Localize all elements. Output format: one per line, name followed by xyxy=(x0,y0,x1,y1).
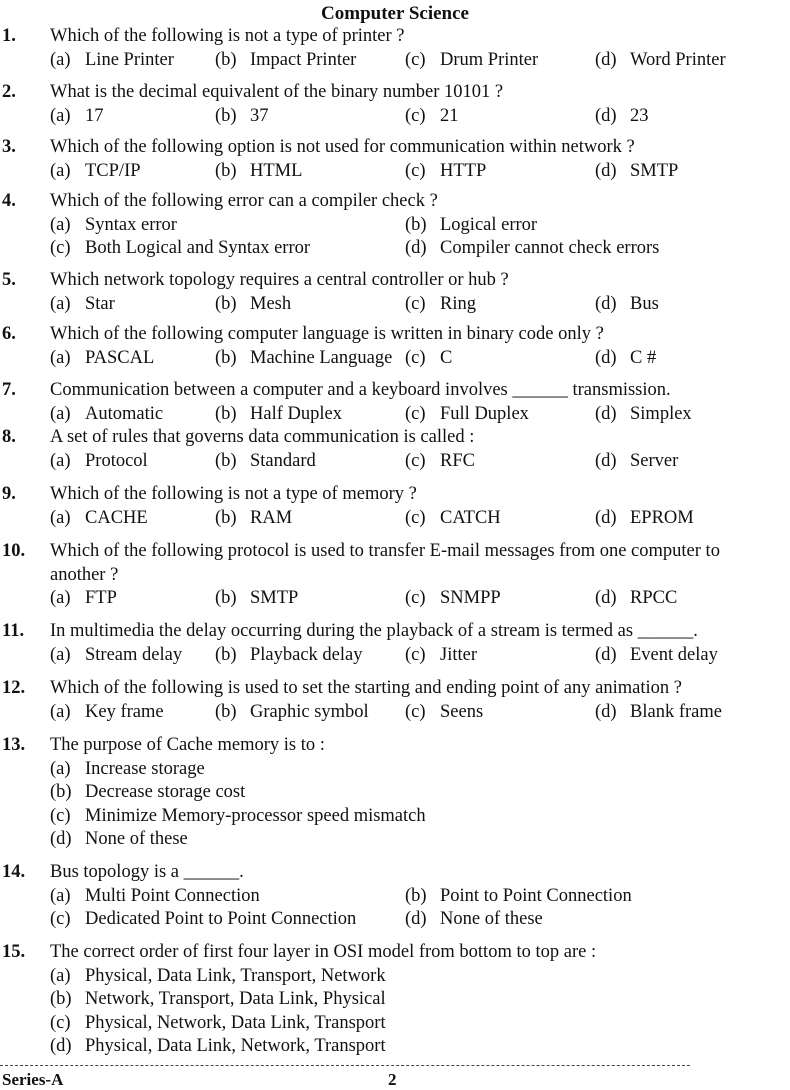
option-letter: (d) xyxy=(595,347,617,368)
answer-option xyxy=(405,645,477,666)
option-letter: (b) xyxy=(215,105,237,126)
answer-option xyxy=(50,161,141,182)
answer-option xyxy=(50,238,310,259)
answer-option xyxy=(215,161,302,182)
question-text: another ? xyxy=(50,564,119,585)
option-letter: (b) xyxy=(215,644,237,665)
answer-option xyxy=(50,1036,386,1057)
option-text: CACHE xyxy=(85,507,148,528)
option-text: Automatic xyxy=(85,403,164,424)
answer-option xyxy=(405,294,476,315)
option-text: Line Printer xyxy=(85,49,174,70)
question-number: 1. xyxy=(2,26,16,46)
answer-option xyxy=(50,782,245,803)
option-text: Stream delay xyxy=(85,644,183,665)
option-text: Mesh xyxy=(250,293,292,314)
question-number: 14. xyxy=(2,862,26,882)
answer-option xyxy=(50,106,104,127)
option-text: Logical error xyxy=(440,214,538,235)
answer-option xyxy=(595,451,678,472)
option-letter: (b) xyxy=(215,160,237,181)
option-text: None of these xyxy=(85,829,188,849)
option-text: EPROM xyxy=(630,507,694,528)
option-letter: (a) xyxy=(50,105,71,126)
question-number: 3. xyxy=(2,137,16,157)
option-letter: (c) xyxy=(50,805,71,826)
answer-option xyxy=(50,404,163,425)
footer-divider xyxy=(0,1065,690,1066)
option-letter: (c) xyxy=(405,160,426,181)
option-text: SMTP xyxy=(630,160,679,181)
answer-option xyxy=(405,238,659,259)
answer-option xyxy=(50,348,154,369)
answer-option xyxy=(595,294,659,315)
question-text: What is the decimal equivalent of the binary number 10101 ? xyxy=(50,82,504,102)
option-text: Full Duplex xyxy=(440,403,529,424)
option-text: Protocol xyxy=(85,450,148,471)
question-number: 13. xyxy=(2,735,26,755)
option-text: Bus xyxy=(630,293,659,314)
answer-option xyxy=(405,161,486,182)
option-letter: (b) xyxy=(215,293,237,314)
question-text: Which of the following error can a compiler check ? xyxy=(50,191,438,211)
option-text: Increase storage xyxy=(85,758,205,779)
question-text: A set of rules that governs data communication is called : xyxy=(50,427,475,447)
question-text: Which of the following option is not used for communication within network ? xyxy=(50,137,635,157)
option-text: 17 xyxy=(85,105,104,126)
option-letter: (c) xyxy=(50,238,71,258)
answer-option xyxy=(50,806,426,827)
option-letter: (c) xyxy=(405,588,426,608)
option-letter: (b) xyxy=(215,49,237,70)
answer-option xyxy=(595,106,649,127)
option-text: SMTP xyxy=(250,588,299,608)
page-title: Computer Science xyxy=(321,3,469,24)
option-letter: (c) xyxy=(405,49,426,70)
option-letter: (d) xyxy=(595,450,617,471)
option-text: RFC xyxy=(440,450,475,471)
option-letter: (c) xyxy=(405,293,426,314)
option-text: Jitter xyxy=(440,644,477,665)
answer-option xyxy=(405,886,632,907)
option-text: Syntax error xyxy=(85,214,177,235)
answer-option xyxy=(405,404,529,425)
option-letter: (a) xyxy=(50,293,71,314)
answer-option xyxy=(50,989,386,1010)
answer-option xyxy=(215,508,292,529)
option-text: Network, Transport, Data Link, Physical xyxy=(85,989,386,1009)
answer-option xyxy=(50,759,205,780)
option-text: Minimize Memory-processor speed mismatch xyxy=(85,805,426,826)
answer-option xyxy=(50,645,182,666)
option-letter: (c) xyxy=(405,701,426,722)
answer-option xyxy=(50,508,148,529)
series-label: Series-A xyxy=(2,1070,64,1089)
answer-option xyxy=(405,508,501,529)
option-letter: (c) xyxy=(50,1012,71,1033)
answer-option xyxy=(50,1013,386,1034)
answer-option xyxy=(595,508,694,529)
question-text: Which of the following protocol is used to transfer E-mail messages from one computer to xyxy=(50,541,720,561)
answer-option xyxy=(50,588,117,609)
option-letter: (b) xyxy=(50,782,72,802)
option-letter: (a) xyxy=(50,588,71,608)
option-text: Seens xyxy=(440,701,484,722)
answer-option xyxy=(215,348,392,369)
option-text: PASCAL xyxy=(85,347,155,368)
answer-option xyxy=(595,161,678,182)
option-text: Drum Printer xyxy=(440,49,539,70)
answer-option xyxy=(595,645,718,666)
answer-option xyxy=(405,909,543,930)
option-letter: (a) xyxy=(50,214,71,235)
option-letter: (a) xyxy=(50,701,71,722)
option-text: Impact Printer xyxy=(250,49,357,70)
question-text: Which of the following is not a type of memory ? xyxy=(50,484,417,504)
option-text: Standard xyxy=(250,450,316,471)
option-letter: (d) xyxy=(595,507,617,528)
option-text: RAM xyxy=(250,507,293,528)
option-text: Blank frame xyxy=(630,701,722,722)
option-letter: (c) xyxy=(405,403,426,424)
option-letter: (c) xyxy=(405,347,426,368)
question-text: Communication between a computer and a keyboard involves ______ transmission. xyxy=(50,380,671,400)
option-text: Dedicated Point to Point Connection xyxy=(85,909,357,929)
answer-option xyxy=(50,886,260,907)
answer-option xyxy=(405,348,452,369)
option-text: Server xyxy=(630,450,679,471)
option-letter: (a) xyxy=(50,160,71,181)
question-text: Which of the following is used to set the starting and ending point of any animation ? xyxy=(50,678,682,698)
option-letter: (a) xyxy=(50,450,71,471)
answer-option xyxy=(595,588,677,609)
question-number: 4. xyxy=(2,191,16,211)
option-text: Ring xyxy=(440,293,476,314)
option-letter: (b) xyxy=(215,347,237,368)
option-text: CATCH xyxy=(440,507,501,528)
option-letter: (a) xyxy=(50,965,71,986)
option-letter: (c) xyxy=(405,507,426,528)
question-text: Which of the following computer language is written in binary code only ? xyxy=(50,324,604,344)
option-letter: (b) xyxy=(405,885,427,906)
option-letter: (d) xyxy=(595,644,617,665)
question-number: 6. xyxy=(2,324,16,344)
question-number: 10. xyxy=(2,541,26,561)
answer-option xyxy=(215,50,356,71)
option-text: Physical, Data Link, Transport, Network xyxy=(85,965,386,986)
option-text: SNMPP xyxy=(440,588,501,608)
option-letter: (c) xyxy=(405,105,426,126)
option-text: Key frame xyxy=(85,701,164,722)
answer-option xyxy=(595,404,692,425)
answer-option xyxy=(215,645,363,666)
question-number: 11. xyxy=(2,621,25,641)
option-letter: (b) xyxy=(215,403,237,424)
option-text: 37 xyxy=(250,105,269,126)
answer-option xyxy=(215,588,298,609)
option-letter: (b) xyxy=(405,214,427,235)
option-letter: (b) xyxy=(215,588,237,608)
question-text: In multimedia the delay occurring during the playback of a stream is termed as ______. xyxy=(50,621,698,641)
option-text: Star xyxy=(85,293,115,314)
option-letter: (d) xyxy=(595,588,617,608)
answer-option xyxy=(50,702,164,723)
option-text: Graphic symbol xyxy=(250,701,369,722)
question-text: The correct order of first four layer in OSI model from bottom to top are : xyxy=(50,942,597,962)
option-text: Both Logical and Syntax error xyxy=(85,238,311,258)
option-text: Half Duplex xyxy=(250,403,342,424)
page-number: 2 xyxy=(388,1070,397,1089)
question-number: 7. xyxy=(2,380,16,400)
question-number: 9. xyxy=(2,484,16,504)
option-text: None of these xyxy=(440,909,543,929)
option-letter: (b) xyxy=(215,701,237,722)
question-number: 8. xyxy=(2,427,16,447)
option-letter: (a) xyxy=(50,644,71,665)
option-letter: (d) xyxy=(405,909,427,929)
option-letter: (c) xyxy=(405,450,426,471)
answer-option xyxy=(50,294,115,315)
answer-option xyxy=(215,404,342,425)
answer-option xyxy=(595,348,656,369)
option-text: C # xyxy=(630,347,657,368)
option-letter: (b) xyxy=(215,507,237,528)
option-letter: (a) xyxy=(50,885,71,906)
answer-option xyxy=(405,50,538,71)
option-text: 23 xyxy=(630,105,649,126)
answer-option xyxy=(405,215,537,236)
option-text: 21 xyxy=(440,105,459,126)
answer-option xyxy=(50,909,356,930)
option-text: FTP xyxy=(85,588,117,608)
option-text: Physical, Data Link, Network, Transport xyxy=(85,1036,386,1056)
question-text: Which network topology requires a central controller or hub ? xyxy=(50,270,509,290)
option-letter: (d) xyxy=(595,160,617,181)
question-number: 5. xyxy=(2,270,16,290)
answer-option xyxy=(215,294,291,315)
option-letter: (a) xyxy=(50,347,71,368)
option-text: Compiler cannot check errors xyxy=(440,238,660,258)
option-letter: (d) xyxy=(595,293,617,314)
option-letter: (b) xyxy=(215,450,237,471)
option-text: TCP/IP xyxy=(85,160,141,181)
answer-option xyxy=(405,451,475,472)
answer-option xyxy=(50,451,148,472)
question-number: 15. xyxy=(2,942,26,962)
option-letter: (a) xyxy=(50,403,71,424)
answer-option xyxy=(50,966,386,987)
option-text: Multi Point Connection xyxy=(85,885,260,906)
option-text: Simplex xyxy=(630,403,692,424)
answer-option xyxy=(595,50,726,71)
option-text: C xyxy=(440,347,453,368)
question-number: 2. xyxy=(2,82,16,102)
option-text: Playback delay xyxy=(250,644,363,665)
option-letter: (a) xyxy=(50,507,71,528)
option-letter: (d) xyxy=(50,829,72,849)
answer-option xyxy=(50,215,177,236)
option-letter: (d) xyxy=(595,701,617,722)
answer-option xyxy=(215,106,269,127)
answer-option xyxy=(50,50,174,71)
option-text: HTTP xyxy=(440,160,487,181)
option-text: Point to Point Connection xyxy=(440,885,632,906)
option-text: Event delay xyxy=(630,644,718,665)
option-text: HTML xyxy=(250,160,303,181)
option-letter: (a) xyxy=(50,49,71,70)
answer-option xyxy=(405,588,501,609)
answer-option xyxy=(405,702,483,723)
option-letter: (d) xyxy=(405,238,427,258)
answer-option xyxy=(215,451,316,472)
question-text: Which of the following is not a type of printer ? xyxy=(50,26,405,46)
question-number: 12. xyxy=(2,678,26,698)
option-text: RPCC xyxy=(630,588,678,608)
option-letter: (d) xyxy=(595,403,617,424)
option-letter: (d) xyxy=(50,1036,72,1056)
answer-option xyxy=(595,702,722,723)
answer-option xyxy=(215,702,369,723)
answer-option xyxy=(50,829,188,850)
option-letter: (c) xyxy=(50,909,71,929)
option-letter: (a) xyxy=(50,758,71,779)
answer-option xyxy=(405,106,459,127)
option-letter: (d) xyxy=(595,105,617,126)
option-text: Physical, Network, Data Link, Transport xyxy=(85,1012,386,1033)
question-text: Bus topology is a ______. xyxy=(50,862,244,882)
option-letter: (b) xyxy=(50,989,72,1009)
option-text: Decrease storage cost xyxy=(85,782,246,802)
option-letter: (c) xyxy=(405,644,426,665)
option-letter: (d) xyxy=(595,49,617,70)
option-text: Machine Language xyxy=(250,347,393,368)
question-text: The purpose of Cache memory is to : xyxy=(50,735,325,755)
option-text: Word Printer xyxy=(630,49,726,70)
